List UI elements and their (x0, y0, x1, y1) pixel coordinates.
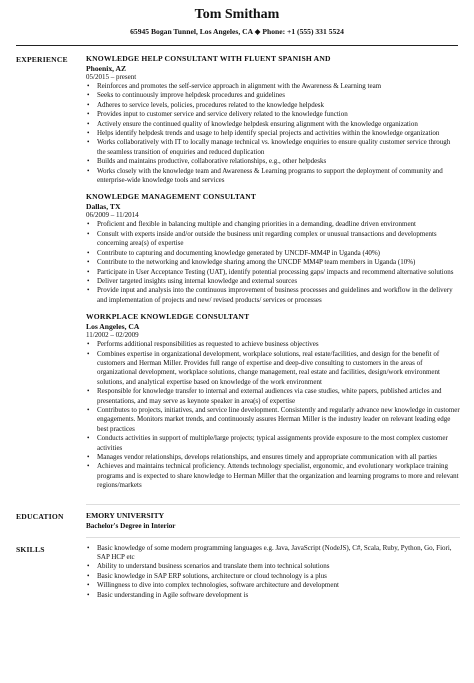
bullet-icon: • (87, 91, 90, 100)
experience-label: EXPERIENCE (16, 55, 68, 64)
bullet-text: Contribute to capturing and documenting knowledge generated by UNCDF-MM4P in Uganda (40%) (97, 248, 380, 257)
bullet-text: Works collaboratively with IT to locally manage technical vs. knowledge enquiries to ensure quality customer service through the seamless transition of enquiries and reduced duplication (97, 138, 451, 156)
bullet-text: Contribute to the networking and knowledge sharing among the UNCDF MM4P team members in Uganda (10%) (97, 258, 416, 267)
bullet-text: Contributes to projects, initiatives, and service line development. Consistently and regularly advance new knowledge in customer engagements. Monitors market trends, and continuously assures Herman Miller is the industry leader on relevant leading edge best practices (97, 405, 460, 433)
bullet-icon: • (87, 434, 90, 443)
list-item (86, 434, 460, 453)
section-divider (86, 504, 460, 505)
contact-line: 65945 Bogan Tunnel, Los Angeles, CA ◆ Phone: +1 (555) 331 5524 (130, 27, 344, 36)
bullet-icon: • (87, 340, 90, 349)
job-bullets (86, 340, 460, 491)
bullet-text: Builds and maintains productive, collaborative relationships, e.g., other helpdesks (97, 157, 327, 166)
skills-list (86, 544, 460, 600)
bullet-text: Willingness to dive into complex technologies, software architecture and development (97, 581, 339, 590)
list-item (86, 129, 460, 138)
bullet-text: Proficient and flexible in balancing multiple and changing priorities in a demanding, deadline driven environment (97, 220, 416, 229)
job-location: Dallas, TX (86, 202, 121, 212)
education-section (16, 511, 460, 531)
bullet-icon: • (87, 387, 90, 396)
job-title: WORKPLACE KNOWLEDGE CONSULTANT (86, 312, 250, 322)
skills-label: SKILLS (16, 544, 45, 554)
list-item (86, 562, 460, 571)
bullet-icon: • (87, 220, 90, 229)
bullet-icon: • (87, 349, 90, 358)
list-item (86, 91, 460, 100)
list-item (86, 581, 460, 590)
bullet-text: Basic knowledge in SAP ERP solutions, architecture or cloud technology is a plus (97, 571, 327, 580)
bullet-icon: • (87, 157, 90, 166)
bullet-icon: • (87, 110, 90, 119)
bullet-icon: • (87, 248, 90, 257)
list-item (86, 110, 460, 119)
bullet-icon: • (87, 82, 90, 90)
list-item (86, 544, 460, 563)
bullet-text: Works closely with the knowledge team and Awareness & Learning programs to support the deployment of community and enterprise-wide knowledge tools and services (97, 166, 443, 185)
list-item (86, 406, 460, 434)
bullet-text: Actively ensure the continued quality of knowledge helpdesk ensuring alignment with the knowledge organization (97, 119, 418, 128)
list-item (86, 591, 460, 600)
job-entry (86, 312, 460, 491)
bullet-text: Basic knowledge of some modern programming languages e.g. Java, JavaScript (NodeJS), C#, Scala, Ruby, Python, Go, Fiori, SAP HCP etc (97, 543, 452, 562)
bullet-icon: • (87, 462, 90, 471)
bullet-icon: • (87, 581, 90, 590)
bullet-text: Basic understanding in Agile software development is (97, 590, 249, 599)
list-item (86, 453, 460, 462)
bullet-icon: • (87, 286, 90, 295)
job-location: Phoenix, AZ (86, 64, 127, 73)
job-dates: 11/2002 – 02/2009 (86, 331, 139, 340)
bullet-text: Helps identify helpdesk trends and usage to help identify special projects and activities within the knowledge organization (97, 129, 440, 138)
education-label: EDUCATION (16, 511, 64, 521)
bullet-icon: • (87, 229, 90, 238)
experience-section (16, 54, 460, 498)
experience-list (86, 54, 460, 498)
job-bullets (86, 220, 460, 305)
bullet-text: Provides input to customer service and service delivery related to the knowledge function (97, 110, 348, 119)
bullet-text: Ability to understand business scenarios and translate them into technical solutions (97, 562, 330, 571)
bullet-icon: • (87, 166, 90, 175)
list-item (86, 572, 460, 581)
bullet-icon: • (87, 543, 90, 552)
bullet-icon: • (87, 100, 90, 109)
bullet-text: Achieves and maintains technical proficiency. Attends technology specialist, ergonomic, and evolutionary workplace training programs and is expected to share knowledge to Herman Miller that the organization and learning programs to more and relevant regions/markets (97, 462, 459, 490)
list-item (86, 167, 460, 186)
bullet-text: Provide input and analysis into the continuous improvement of business processes and guidelines and workflow in the delivery and implementation of projects and new/ revised products/ services or processes (97, 286, 453, 304)
bullet-icon: • (87, 258, 90, 267)
bullet-text: Seeks to continuously improve helpdesk procedures and guidelines (97, 91, 285, 100)
bullet-text: Conducts activities in support of multiple/large projects; typical assignments provide exposure to the most complex customer activities (97, 434, 448, 452)
list-item (86, 350, 460, 388)
bullet-text: Responsible for knowledge transfer to internal and external audiences via case studies, white papers, published articles and presentations, and may serve as keynote speaker in area(s) of expertise (97, 387, 442, 405)
list-item (86, 230, 460, 249)
bullet-icon: • (87, 138, 90, 147)
list-item (86, 82, 460, 91)
list-item (86, 220, 460, 229)
education-school: EMORY UNIVERSITY (86, 510, 165, 520)
list-item (86, 120, 460, 129)
bullet-icon: • (87, 267, 90, 276)
list-item (86, 157, 460, 166)
bullet-icon: • (87, 276, 90, 285)
skills-section (16, 544, 460, 600)
list-item (86, 138, 460, 157)
bullet-icon: • (87, 453, 90, 461)
resume-header (0, 0, 474, 37)
candidate-name: Tom Smitham (194, 7, 280, 22)
bullet-text: Participate in User Acceptance Testing (UAT), identify potential processing gaps/ impacts and recommend alternative solutions (97, 267, 454, 276)
list-item (86, 101, 460, 110)
list-item (86, 462, 460, 490)
list-item (86, 340, 460, 349)
bullet-icon: • (87, 562, 90, 571)
bullet-icon: • (87, 590, 90, 599)
bullet-text: Adheres to service levels, policies, procedures related to the knowledge helpdesk (97, 100, 325, 109)
bullet-icon: • (87, 405, 90, 414)
bullet-text: Combines expertise in organizational development, workplace solutions, real estate/facilities, and design for the benefit of customers and Herman Miller. Provides full range of expertise and deep-dive consulting to customers in the areas of organizational development, workplace solutions, change management, real estate and facilities, design/work environment solutions, and analytical expertise based on knowledge of the work environment (97, 349, 440, 386)
bullet-text: Reinforces and promotes the self-service approach in alignment with the Awareness & Learning team (97, 82, 382, 90)
job-entry (86, 192, 460, 305)
bullet-text: Manages vendor relationships, develops relationships, and ensures timely and appropriate communication with all parties (97, 453, 437, 461)
bullet-text: Deliver targeted insights using internal knowledge and external sources (97, 276, 298, 285)
bullet-icon: • (87, 129, 90, 138)
job-bullets (86, 82, 460, 185)
job-location: Los Angeles, CA (86, 322, 140, 332)
job-entry (86, 54, 460, 185)
bullet-text: Consult with experts inside and/or outside the business unit regarding complex or unusual transactions and developments concerning area(s) of expertise (97, 229, 437, 248)
job-dates: 06/2009 – 11/2014 (86, 211, 139, 220)
header-divider (16, 45, 458, 46)
list-item (86, 286, 460, 305)
bullet-text: Performs additional responsibilities as requested to achieve business objectives (97, 340, 319, 349)
list-item (86, 268, 460, 277)
job-title: KNOWLEDGE HELP CONSULTANT WITH FLUENT SPANISH AND (86, 54, 331, 63)
education-degree: Bachelor's Degree in Interior (86, 521, 176, 530)
list-item (86, 387, 460, 406)
list-item (86, 258, 460, 267)
bullet-icon: • (87, 571, 90, 580)
job-dates: 05/2015 – present (86, 73, 137, 81)
list-item (86, 249, 460, 258)
job-title: KNOWLEDGE MANAGEMENT CONSULTANT (86, 192, 257, 202)
section-divider (86, 537, 460, 538)
list-item (86, 277, 460, 286)
bullet-icon: • (87, 119, 90, 128)
